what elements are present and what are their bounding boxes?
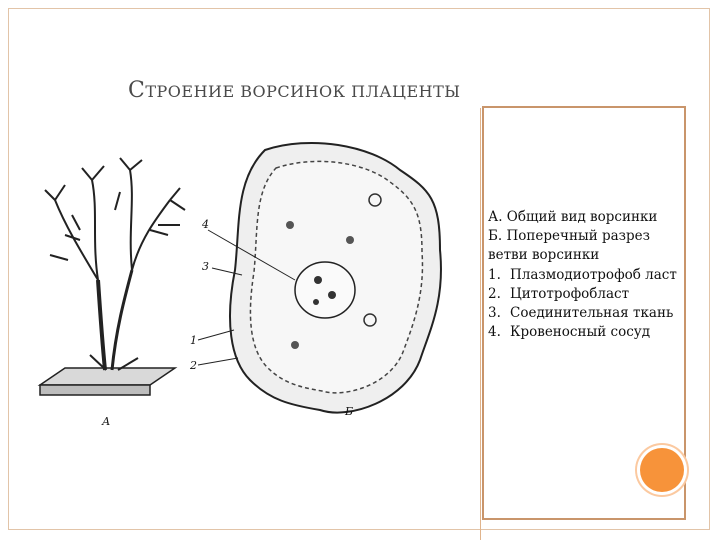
title-rest: ТРОЕНИЕ ВОРСИНОК ПЛАЦЕНТЫ [145,82,461,101]
legend-item-num: 2. [488,285,501,302]
legend-item-text: Кровеносный сосуд [510,324,651,341]
legend-text [488,208,684,342]
label-a: А [102,415,111,428]
villus-tree-drawing [40,158,185,395]
legend-item [488,323,684,342]
marker-4: 4 [202,218,209,231]
legend-item-num: 3. [488,305,501,322]
divider-line [480,108,481,540]
marker-2: 2 [190,359,197,372]
legend-item-text: Плазмодиотрофоб ласт [510,266,677,283]
placenta-villi-figure [20,130,460,440]
legend-line-a: А. Общий вид ворсинки [488,209,658,225]
marker-3: 3 [202,260,209,273]
title-cap: С [128,78,146,103]
villus-cross-section-drawing [198,143,441,413]
legend-item-text: Цитотрофобласт [510,285,630,302]
legend-list [488,266,684,343]
legend-item-num: 4. [488,324,501,341]
legend-item [488,304,684,323]
legend-item [488,285,684,304]
legend-item-num: 1. [488,266,501,283]
legend-item [488,266,684,285]
legend-item-text: Соединительная ткань [510,305,674,322]
decorative-circle [640,448,684,492]
label-b: Б [345,405,354,418]
slide-title [128,78,461,103]
legend-line-b: Б. Поперечный разрез ветви ворсинки [488,228,651,264]
marker-1: 1 [190,334,197,347]
